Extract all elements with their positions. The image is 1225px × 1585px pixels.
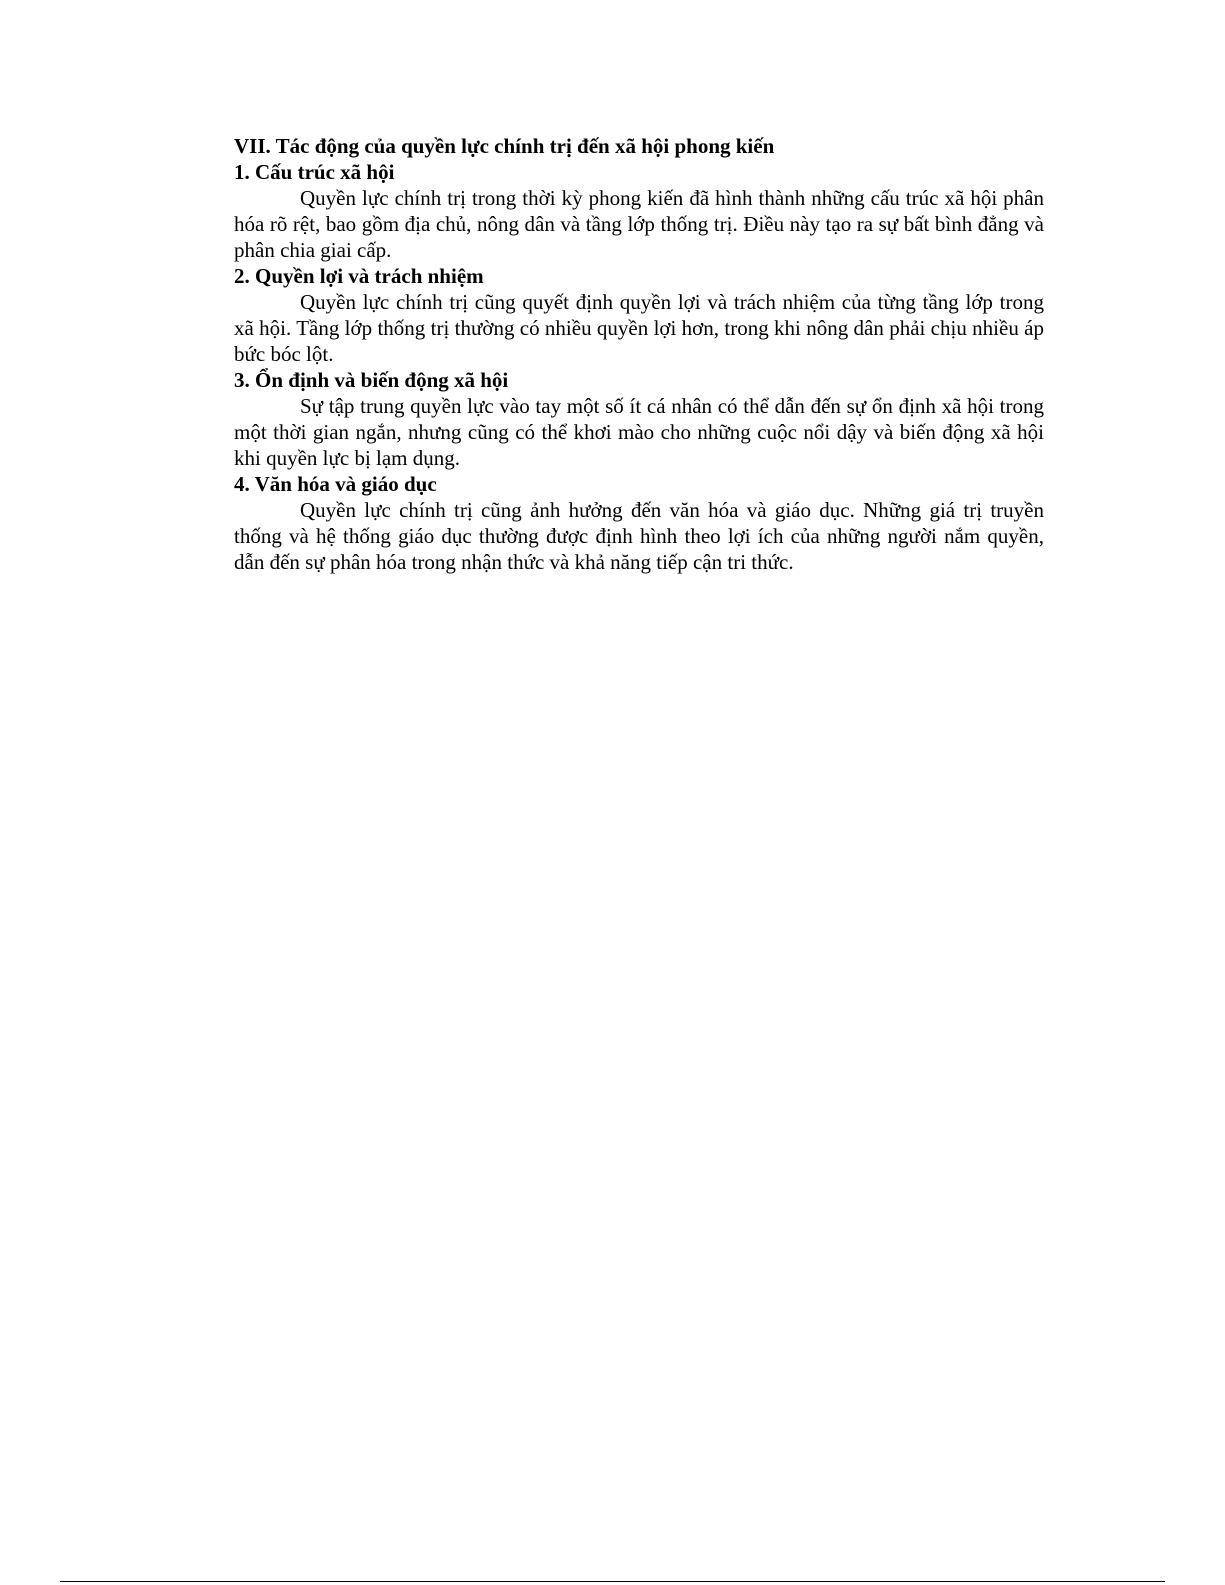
section-paragraph: Quyền lực chính trị cũng quyết định quyền lợi và trách nhiệm của từng tầng lớp trong xã hội. Tầng lớp thống trị thường có nhiều quyền lợi hơn, trong khi nông dân phải chịu nhiều áp bức bóc lột. xyxy=(234,290,1044,366)
section-paragraph: Quyền lực chính trị cũng ảnh hưởng đến văn hóa và giáo dục. Những giá trị truyền thống và hệ thống giáo dục thường được định hình theo lợi ích của những người nắm quyền, dẫn đến sự phân hóa trong nhận thức và khả năng tiếp cận tri thức. xyxy=(234,498,1044,574)
section-paragraph: Sự tập trung quyền lực vào tay một số ít cá nhân có thể dẫn đến sự ổn định xã hội trong một thời gian ngắn, nhưng cũng có thể khơi mào cho những cuộc nổi dậy và biến động xã hội khi quyền lực bị lạm dụng. xyxy=(234,394,1044,470)
section-heading: 3. Ổn định và biến động xã hội xyxy=(234,368,509,392)
section-rights-responsibilities xyxy=(234,263,1044,367)
document-content xyxy=(234,133,1044,575)
section-paragraph: Quyền lực chính trị trong thời kỳ phong kiến đã hình thành những cấu trúc xã hội phân hóa rõ rệt, bao gồm địa chủ, nông dân và tầng lớp thống trị. Điều này tạo ra sự bất bình đẳng và phân chia giai cấp. xyxy=(234,186,1044,262)
section-culture-education xyxy=(234,471,1044,575)
footer-rule xyxy=(60,1581,1165,1582)
section-heading: 1. Cấu trúc xã hội xyxy=(234,160,395,184)
document-title: VII. Tác động của quyền lực chính trị đến xã hội phong kiến xyxy=(234,134,775,158)
section-stability-upheaval xyxy=(234,367,1044,471)
section-heading: 4. Văn hóa và giáo dục xyxy=(234,472,437,496)
section-social-structure xyxy=(234,159,1044,263)
section-heading: 2. Quyền lợi và trách nhiệm xyxy=(234,264,484,288)
